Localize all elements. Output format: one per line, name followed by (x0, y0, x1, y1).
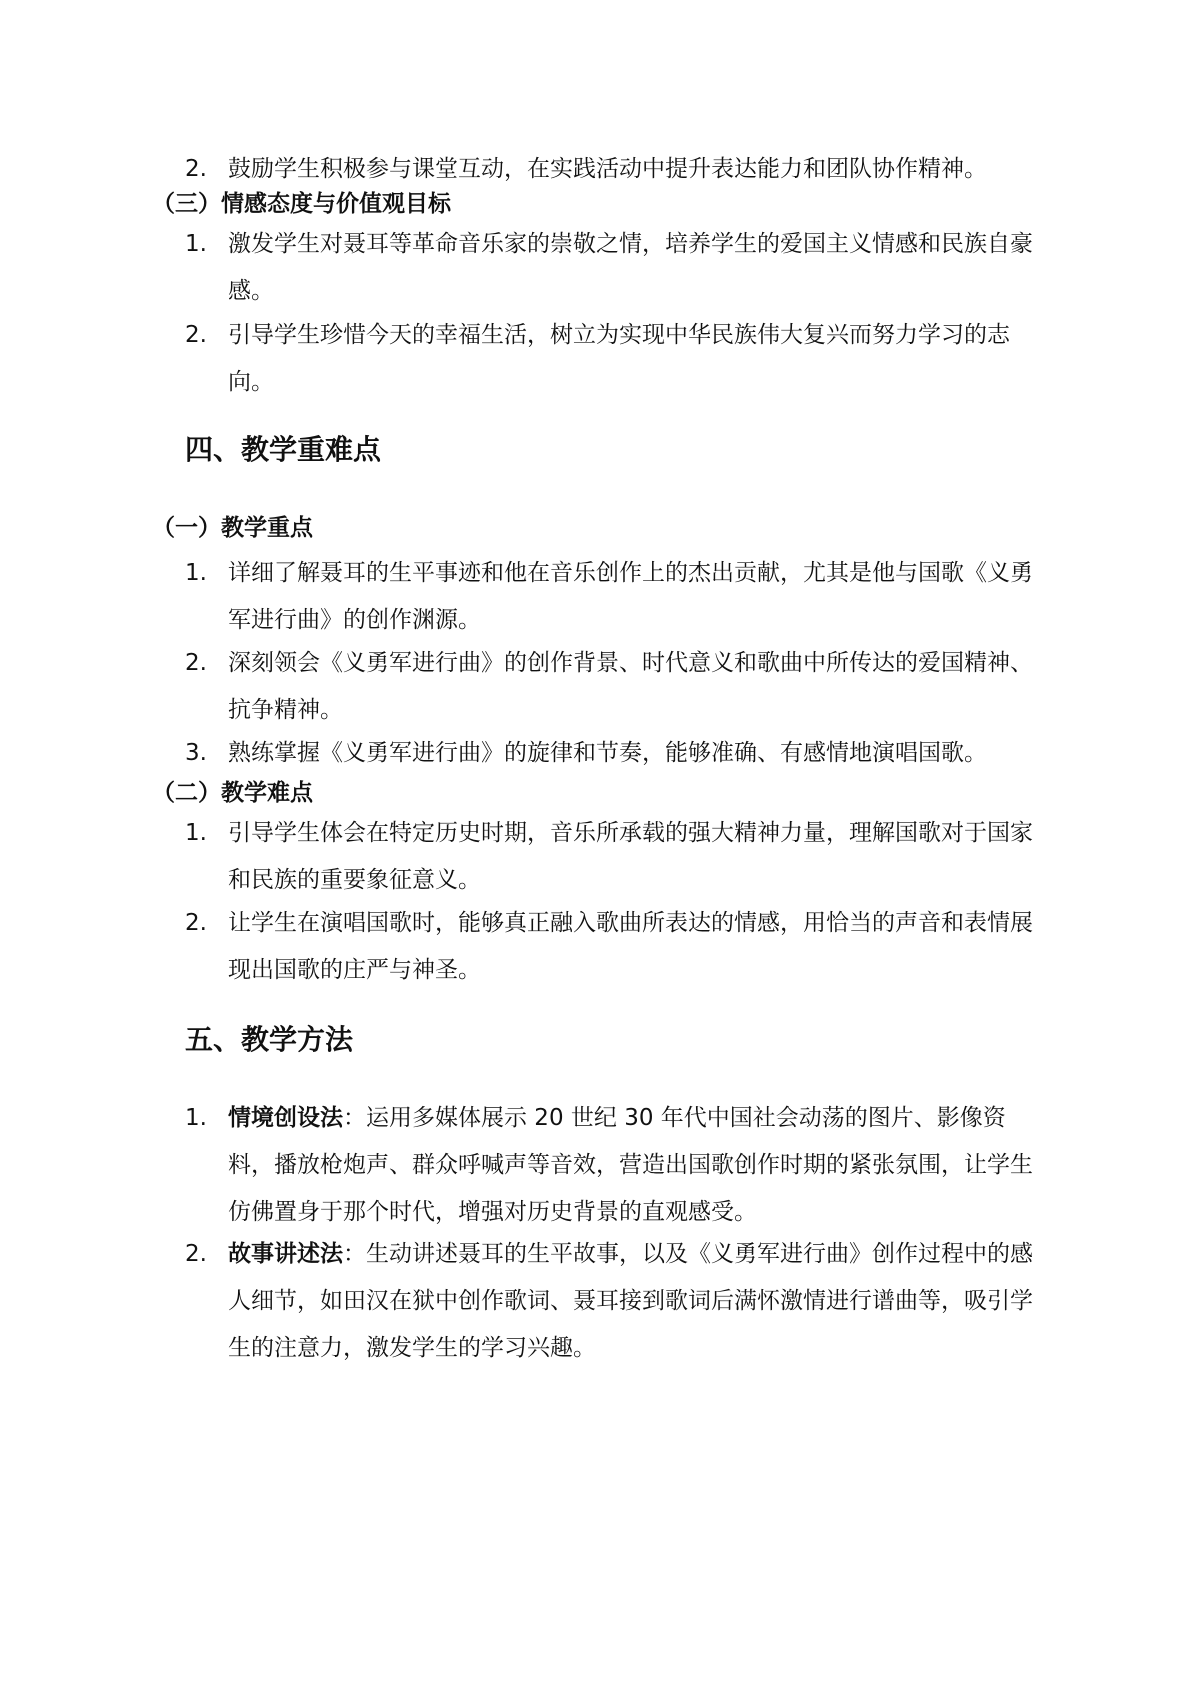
method-text: ：运用多媒体展示 20 世纪 30 年代中国社会动荡的图片、影像资料，播放枪炮声、群众呼喊声等音效，营造出国歌创作时期的紧张氛围，让学生仿佛置身于那个时代，增强对历史背景的直观感受。 (228, 1105, 1033, 1225)
list-item (185, 810, 1035, 904)
list-item (185, 1095, 1035, 1236)
method-label: 故事讲述法 (228, 1241, 343, 1267)
list-item-text: 激发学生对聂耳等革命音乐家的崇敬之情，培养学生的爱国主义情感和民族自豪感。 (228, 231, 1033, 304)
list-item-text: 深刻领会《义勇军进行曲》的创作背景、时代意义和歌曲中所传达的爱国精神、抗争精神。 (228, 650, 1033, 723)
list-number: 3. (185, 740, 207, 766)
list-item-text (228, 1231, 1035, 1372)
list-item-text (228, 1095, 1035, 1236)
list-number: 2. (185, 910, 207, 936)
list-number: 2. (185, 650, 207, 676)
list-item (185, 312, 1035, 406)
subsection-title: （三）情感态度与价值观目标 (152, 191, 451, 217)
list-number: 2. (185, 322, 207, 348)
list-item-text: 鼓励学生积极参与课堂互动，在实践活动中提升表达能力和团队协作精神。 (228, 156, 987, 182)
list-number: 2. (185, 1241, 207, 1267)
list-item (185, 1231, 1035, 1372)
list-item-text: 引导学生珍惜今天的幸福生活，树立为实现中华民族伟大复兴而努力学习的志向。 (228, 322, 1010, 395)
list-item (185, 221, 1035, 315)
subsection-title: （二）教学难点 (152, 780, 313, 806)
method-text: ：生动讲述聂耳的生平故事，以及《义勇军进行曲》创作过程中的感人细节，如田汉在狱中创作歌词、聂耳接到歌词后满怀激情进行谱曲等，吸引学生的注意力，激发学生的学习兴趣。 (228, 1241, 1033, 1361)
section-heading: 四、教学重难点 (185, 433, 382, 466)
list-item (185, 640, 1035, 734)
list-item-text: 详细了解聂耳的生平事迹和他在音乐创作上的杰出贡献，尤其是他与国歌《义勇军进行曲》的创作渊源。 (228, 560, 1033, 633)
list-number: 2. (185, 156, 207, 182)
list-item (185, 550, 1035, 644)
list-number: 1. (185, 231, 207, 257)
method-label: 情境创设法 (228, 1105, 343, 1131)
list-number: 1. (185, 820, 207, 846)
list-item-text: 引导学生体会在特定历史时期，音乐所承载的强大精神力量，理解国歌对于国家和民族的重要象征意义。 (228, 820, 1033, 893)
subsection-title: （一）教学重点 (152, 515, 313, 541)
list-item-text: 熟练掌握《义勇军进行曲》的旋律和节奏，能够准确、有感情地演唱国歌。 (228, 740, 987, 766)
list-number: 1. (185, 560, 207, 586)
section-heading: 五、教学方法 (185, 1023, 354, 1056)
list-item-text: 让学生在演唱国歌时，能够真正融入歌曲所表达的情感，用恰当的声音和表情展现出国歌的庄严与神圣。 (228, 910, 1033, 983)
list-number: 1. (185, 1105, 207, 1131)
list-item (185, 900, 1035, 994)
